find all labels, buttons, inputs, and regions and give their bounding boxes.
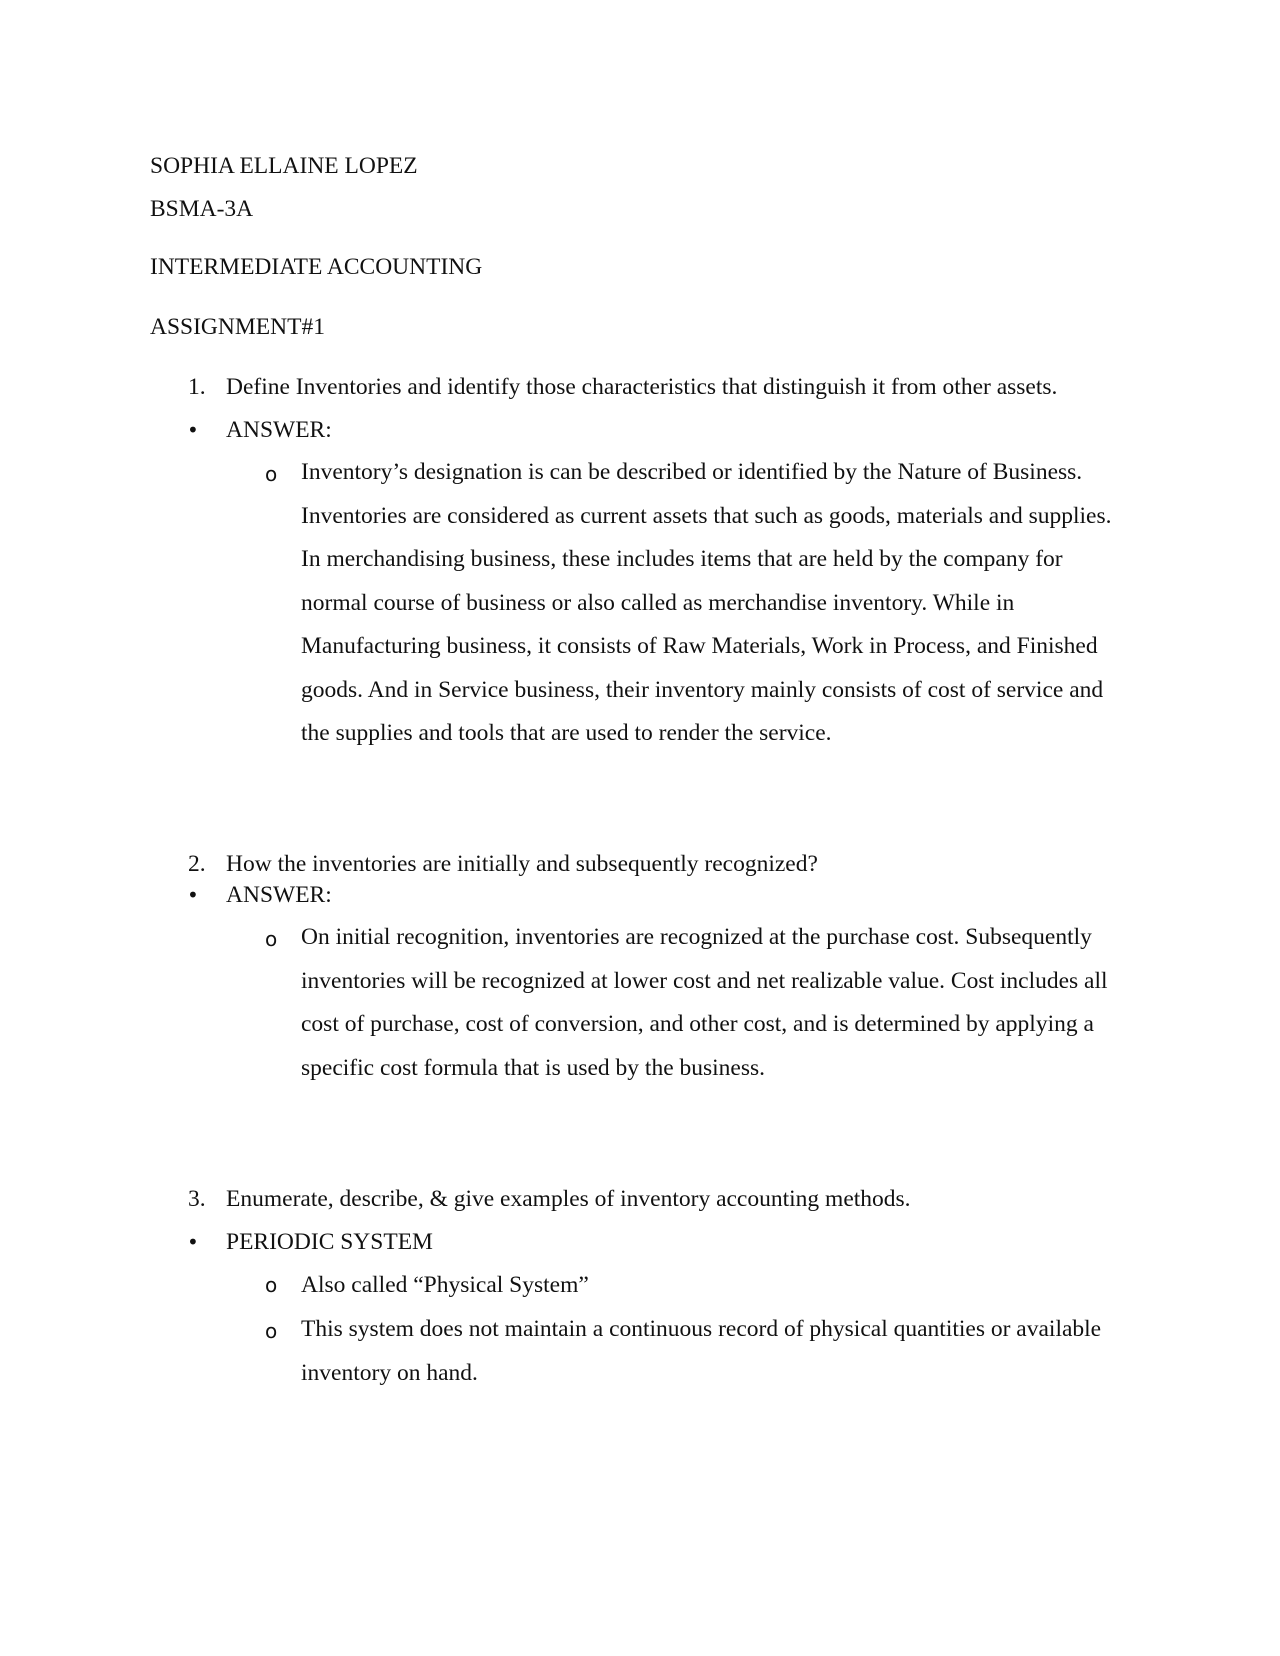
assignment-title: ASSIGNMENT#1 [150, 314, 325, 340]
answer-paragraph: On initial recognition, inventories are recognized at the purchase cost. Subsequently inventories will be recognized at lower cost and net realizable value. Cost includes all cost of purchase, cost of conversion, and other cost, and is determined by applying a specific cost formula that is used by the business. [301, 924, 1108, 1081]
hollow-bullet-icon: o [265, 927, 278, 951]
sub-item: This system does not maintain a continuous record of physical quantities or available inventory on hand. [301, 1316, 1102, 1386]
question-number: 2. [188, 851, 206, 877]
question-text: Define Inventories and identify those characteristics that distinguish it from other assets. [226, 374, 1058, 400]
bullet-icon: • [187, 883, 199, 907]
student-section: BSMA-3A [150, 196, 254, 222]
answer-label: ANSWER: [226, 882, 332, 908]
section-label: PERIODIC SYSTEM [226, 1229, 433, 1255]
student-name: SOPHIA ELLAINE LOPEZ [150, 153, 418, 179]
hollow-bullet-icon: o [265, 462, 278, 486]
question-number: 1. [188, 374, 206, 400]
answer-paragraph: Inventory’s designation is can be described or identified by the Nature of Business. Inventories are considered as current assets that such as goods, materials and supplies. In merchandising business, these includes items that are held by the company for normal course of business or also called as merchandise inventory. While in Manufacturing business, it consists of Raw Materials, Work in Process, and Finished goods. And in Service business, their inventory mainly consists of cost of service and the supplies and tools that are used to render the service. [301, 459, 1112, 746]
question-text: How the inventories are initially and subsequently recognized? [226, 851, 818, 877]
sub-item: Also called “Physical System” [301, 1272, 589, 1298]
answer-label: ANSWER: [226, 417, 332, 443]
bullet-icon: • [187, 418, 199, 442]
course-title: INTERMEDIATE ACCOUNTING [150, 254, 483, 280]
hollow-bullet-icon: o [265, 1273, 278, 1297]
bullet-icon: • [187, 1230, 199, 1254]
hollow-bullet-icon: o [265, 1319, 278, 1343]
question-number: 3. [188, 1186, 206, 1212]
question-text: Enumerate, describe, & give examples of inventory accounting methods. [226, 1186, 911, 1212]
